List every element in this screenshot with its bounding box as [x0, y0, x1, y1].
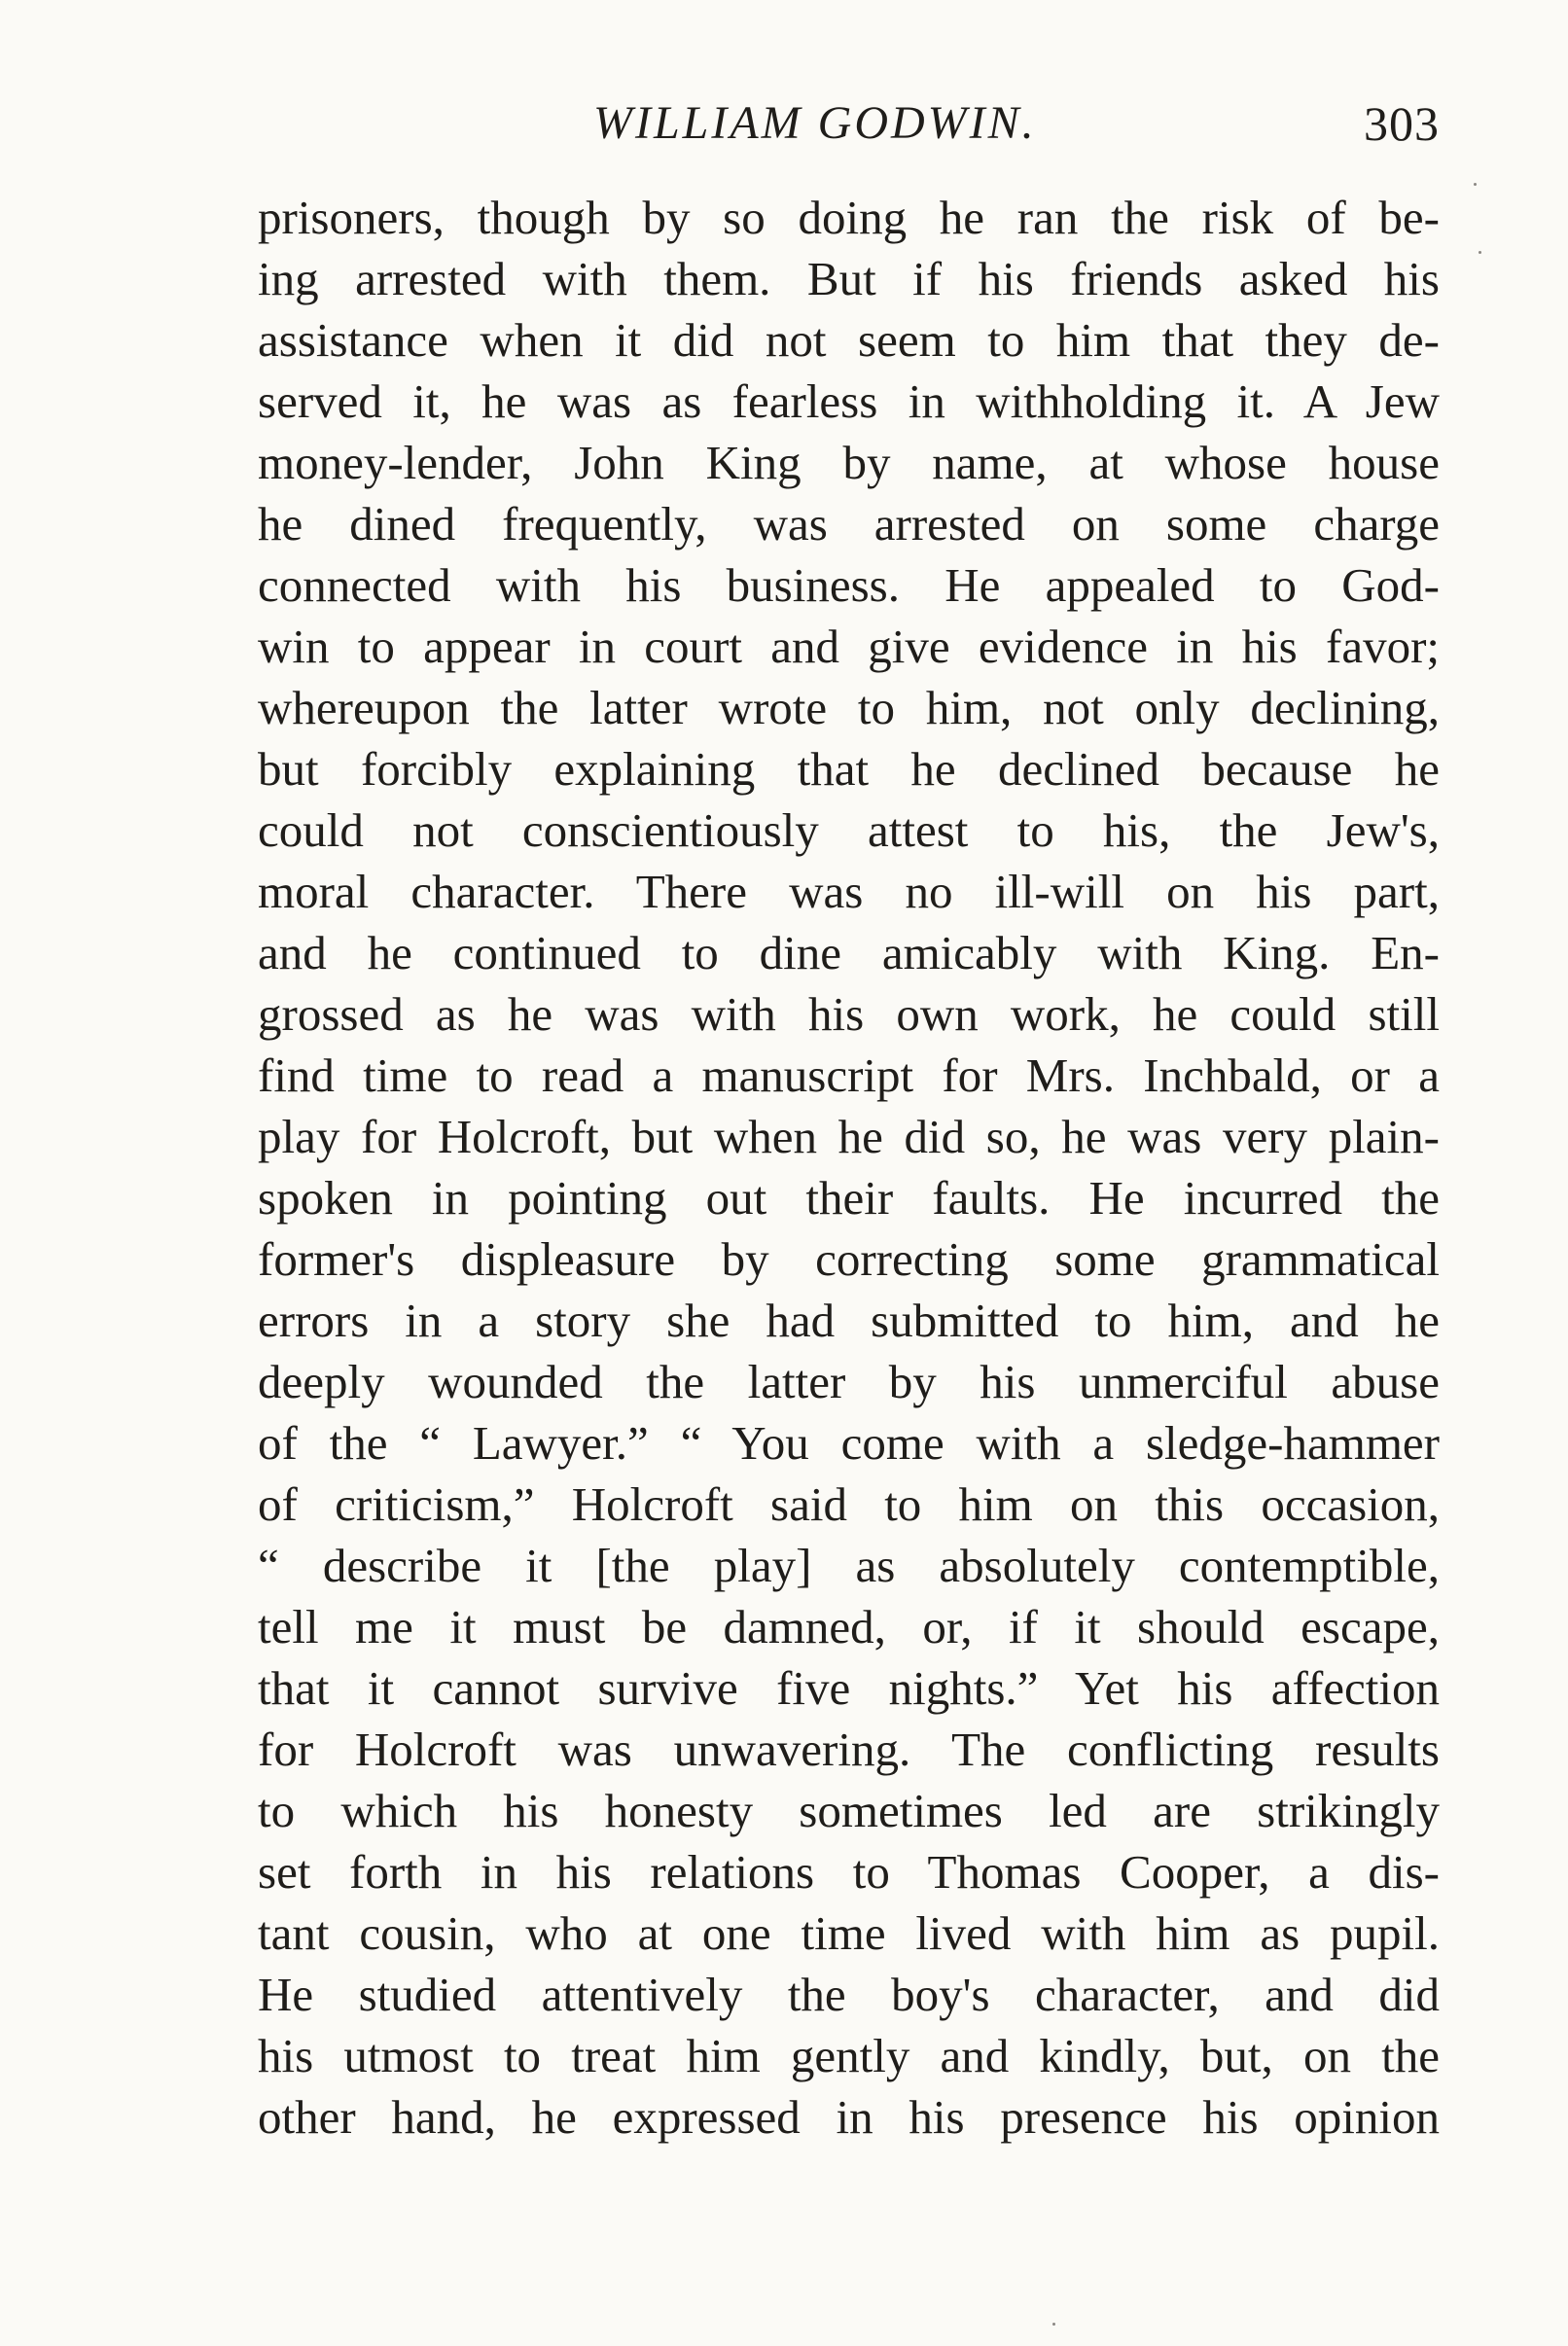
text-line: and he continued to dine amicably with King. En-: [258, 926, 1440, 979]
text-line: assistance when it did not seem to him that they de-: [258, 313, 1440, 367]
text-line: prisoners, though by so doing he ran the risk of be-: [258, 191, 1440, 244]
text-line: he dined frequently, was arrested on some charge: [258, 497, 1440, 551]
text-line: “ describe it [the play] as absolutely contemptible,: [258, 1539, 1440, 1592]
text-line: for Holcroft was unwavering. The conflicting results: [258, 1723, 1440, 1776]
text-line: errors in a story she had submitted to him, and he: [258, 1294, 1440, 1347]
text-line: of the “ Lawyer.” “ You come with a sledge-hammer: [258, 1416, 1440, 1470]
text-line: tell me it must be damned, or, if it should escape,: [258, 1600, 1440, 1653]
page-number: 303: [1364, 96, 1440, 151]
text-line: whereupon the latter wrote to him, not only declining,: [258, 681, 1440, 734]
running-title: WILLIAM GODWIN.: [593, 97, 1037, 149]
text-line: deeply wounded the latter by his unmerciful abuse: [258, 1355, 1440, 1408]
text-line: play for Holcroft, but when he did so, he was very plain-: [258, 1110, 1440, 1163]
text-line: former's displeasure by correcting some grammatical: [258, 1232, 1440, 1286]
paper-speck: [1474, 183, 1477, 186]
text-line: He studied attentively the boy's character, and did: [258, 1968, 1440, 2021]
text-line: spoken in pointing out their faults. He incurred the: [258, 1171, 1440, 1225]
text-line: grossed as he was with his own work, he could still: [258, 987, 1440, 1041]
paper-speck: [1479, 251, 1481, 254]
text-line: ing arrested with them. But if his friends asked his: [258, 252, 1440, 305]
text-line: that it cannot survive five nights.” Yet his affection: [258, 1661, 1440, 1715]
text-line: moral character. There was no ill-will on his part,: [258, 865, 1440, 918]
text-line: win to appear in court and give evidence in his favor;: [258, 620, 1440, 673]
text-line: but forcibly explaining that he declined because he: [258, 742, 1440, 796]
text-line: could not conscientiously attest to his, the Jew's,: [258, 803, 1440, 857]
text-line: money-lender, John King by name, at whose house: [258, 436, 1440, 489]
text-line: his utmost to treat him gently and kindly, but, on the: [258, 2029, 1440, 2082]
running-head: [258, 89, 1440, 158]
text-line: connected with his business. He appealed to God-: [258, 558, 1440, 612]
text-line: other hand, he expressed in his presence his opinion: [258, 2090, 1440, 2144]
text-line: served it, he was as fearless in withholding it. A Jew: [258, 374, 1440, 428]
paper-speck: [1052, 2323, 1055, 2326]
text-line: find time to read a manuscript for Mrs. Inchbald, or a: [258, 1049, 1440, 1102]
text-line: set forth in his relations to Thomas Cooper, a dis-: [258, 1845, 1440, 1899]
body-text: [258, 187, 1440, 2148]
text-line: of criticism,” Holcroft said to him on this occasion,: [258, 1477, 1440, 1531]
text-line: to which his honesty sometimes led are strikingly: [258, 1784, 1440, 1837]
text-line: tant cousin, who at one time lived with him as pupil.: [258, 1906, 1440, 1960]
